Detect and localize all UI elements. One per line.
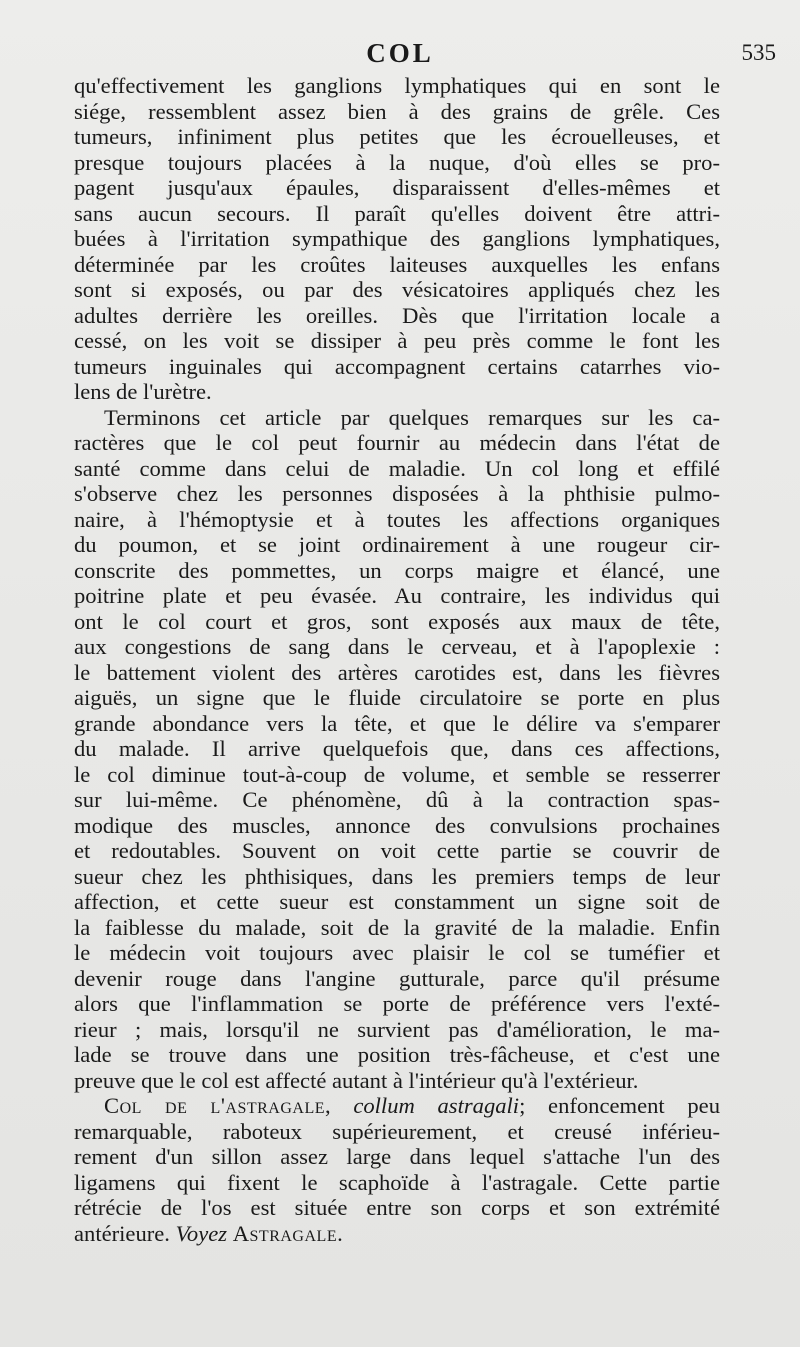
- text-line: adultes derrière les oreilles. Dès que l'irritation locale a: [74, 302, 720, 328]
- text-line: preuve que le col est affecté autant à l'intérieur qu'à l'extérieur.: [74, 1067, 639, 1093]
- text-line: santé comme dans celui de maladie. Un col long et effilé: [74, 455, 720, 481]
- text-line: ont le col court et gros, sont exposés aux maux de tête,: [74, 608, 720, 634]
- text-line: rétrécie de l'os est située entre son corps et son extrémité: [74, 1195, 720, 1220]
- text-line: [74, 1093, 720, 1119]
- paragraph-1: [74, 73, 720, 405]
- text-line: le col diminue tout-à-coup de volume, et semble se resserrer: [74, 761, 720, 787]
- text-line: remarquable, raboteux supérieurement, et creusé inférieu-: [74, 1118, 720, 1144]
- paragraph-2: [74, 405, 720, 1094]
- text-line: tumeurs inguinales qui accompagnent certains catarrhes vio-: [74, 353, 720, 379]
- text-line: sans aucun secours. Il paraît qu'elles doivent être attri-: [74, 200, 720, 226]
- text-line: et redoutables. Souvent on voit cette partie se couvrir de: [74, 838, 720, 863]
- running-head: COL: [366, 38, 434, 68]
- text-line: siége, ressemblent assez bien à des grains de grêle. Ces: [74, 98, 720, 124]
- text-segment: ; enfoncement peu: [519, 1093, 720, 1118]
- text-line: du malade. Il arrive quelquefois que, dans ces affections,: [74, 736, 720, 761]
- text-line: devenir rouge dans l'angine gutturale, parce qu'il présume: [74, 965, 720, 991]
- text-segment: .: [337, 1220, 343, 1246]
- text-line: lade se trouve dans une position très-fâcheuse, et c'est une: [74, 1042, 720, 1067]
- text-line: cessé, on les voit se dissiper à peu près comme le font les: [74, 328, 720, 353]
- text-line: Terminons cet article par quelques remarques sur les ca-: [104, 404, 720, 430]
- text-line: ractères que le col peut fournir au médecin dans l'état de: [74, 430, 720, 455]
- text-line: la faiblesse du malade, soit de la gravité de la maladie. Enfin: [74, 914, 720, 940]
- text-line: du poumon, et se joint ordinairement à une rougeur cir-: [74, 532, 720, 557]
- entry-term: Col de l'astragale: [104, 1093, 326, 1118]
- latin-term: collum astragali: [353, 1093, 520, 1118]
- text-line: alors que l'inflammation se porte de préférence vers l'exté-: [74, 991, 720, 1016]
- text-segment: antérieure.: [74, 1220, 176, 1246]
- page-number: 535: [741, 40, 776, 65]
- text-line: affection, et cette sueur est constamment un signe soit de: [74, 889, 720, 914]
- separator: ,: [325, 1093, 354, 1118]
- text-line: le médecin voit toujours avec plaisir le col se tuméfier et: [74, 940, 720, 965]
- text-line: ligamens qui fixent le scaphoïde à l'astragale. Cette partie: [74, 1169, 720, 1195]
- text-line: conscrite des pommettes, un corps maigre et élancé, une: [74, 557, 720, 583]
- text-line: tumeurs, infiniment plus petites que les écrouelleuses, et: [74, 124, 720, 149]
- page-header: [0, 38, 800, 74]
- text-line: sont si exposés, ou par des vésicatoires appliqués chez les: [74, 277, 720, 302]
- text-line: lens de l'urètre.: [74, 379, 212, 404]
- text-line: rieur ; mais, lorsqu'il ne survient pas d'amélioration, le ma-: [74, 1016, 720, 1042]
- text-line: grande abondance vers la tête, et que le délire va s'emparer: [74, 710, 720, 736]
- text-line: sur lui-même. Ce phénomène, dû à la contraction spas-: [74, 787, 720, 812]
- text-line: déterminée par les croûtes laiteuses auxquelles les enfans: [74, 251, 720, 277]
- text-line: pagent jusqu'aux épaules, disparaissent d'elles-mêmes et: [74, 175, 720, 200]
- text-line: poitrine plate et peu évasée. Au contraire, les individus qui: [74, 583, 720, 608]
- text-line: [74, 1221, 720, 1247]
- text-line: modique des muscles, annonce des convulsions prochaines: [74, 812, 720, 838]
- cross-reference-target: Astragale: [232, 1220, 338, 1246]
- cross-reference-voyez: Voyez: [175, 1220, 228, 1246]
- text-line: aiguës, un signe que le fluide circulatoire se porte en plus: [74, 685, 720, 710]
- text-line: s'observe chez les personnes disposées à la phthisie pulmo-: [74, 481, 720, 506]
- text-line: presque toujours placées à la nuque, d'où elles se pro-: [74, 149, 720, 175]
- body-text: [74, 73, 720, 1246]
- paragraph-3: [74, 1093, 720, 1246]
- text-line: naire, à l'hémoptysie et à toutes les affections organiques: [74, 506, 720, 532]
- text-line: le battement violent des artères carotides est, dans les fièvres: [74, 659, 720, 685]
- text-line: buées à l'irritation sympathique des ganglions lymphatiques,: [74, 226, 720, 251]
- text-line: aux congestions de sang dans le cerveau, et à l'apoplexie :: [74, 634, 720, 659]
- text-line: rement d'un sillon assez large dans lequel s'attache l'un des: [74, 1144, 720, 1169]
- text-line: qu'effectivement les ganglions lymphatiques qui en sont le: [74, 73, 720, 98]
- text-line: sueur chez les phthisiques, dans les premiers temps de leur: [74, 863, 720, 889]
